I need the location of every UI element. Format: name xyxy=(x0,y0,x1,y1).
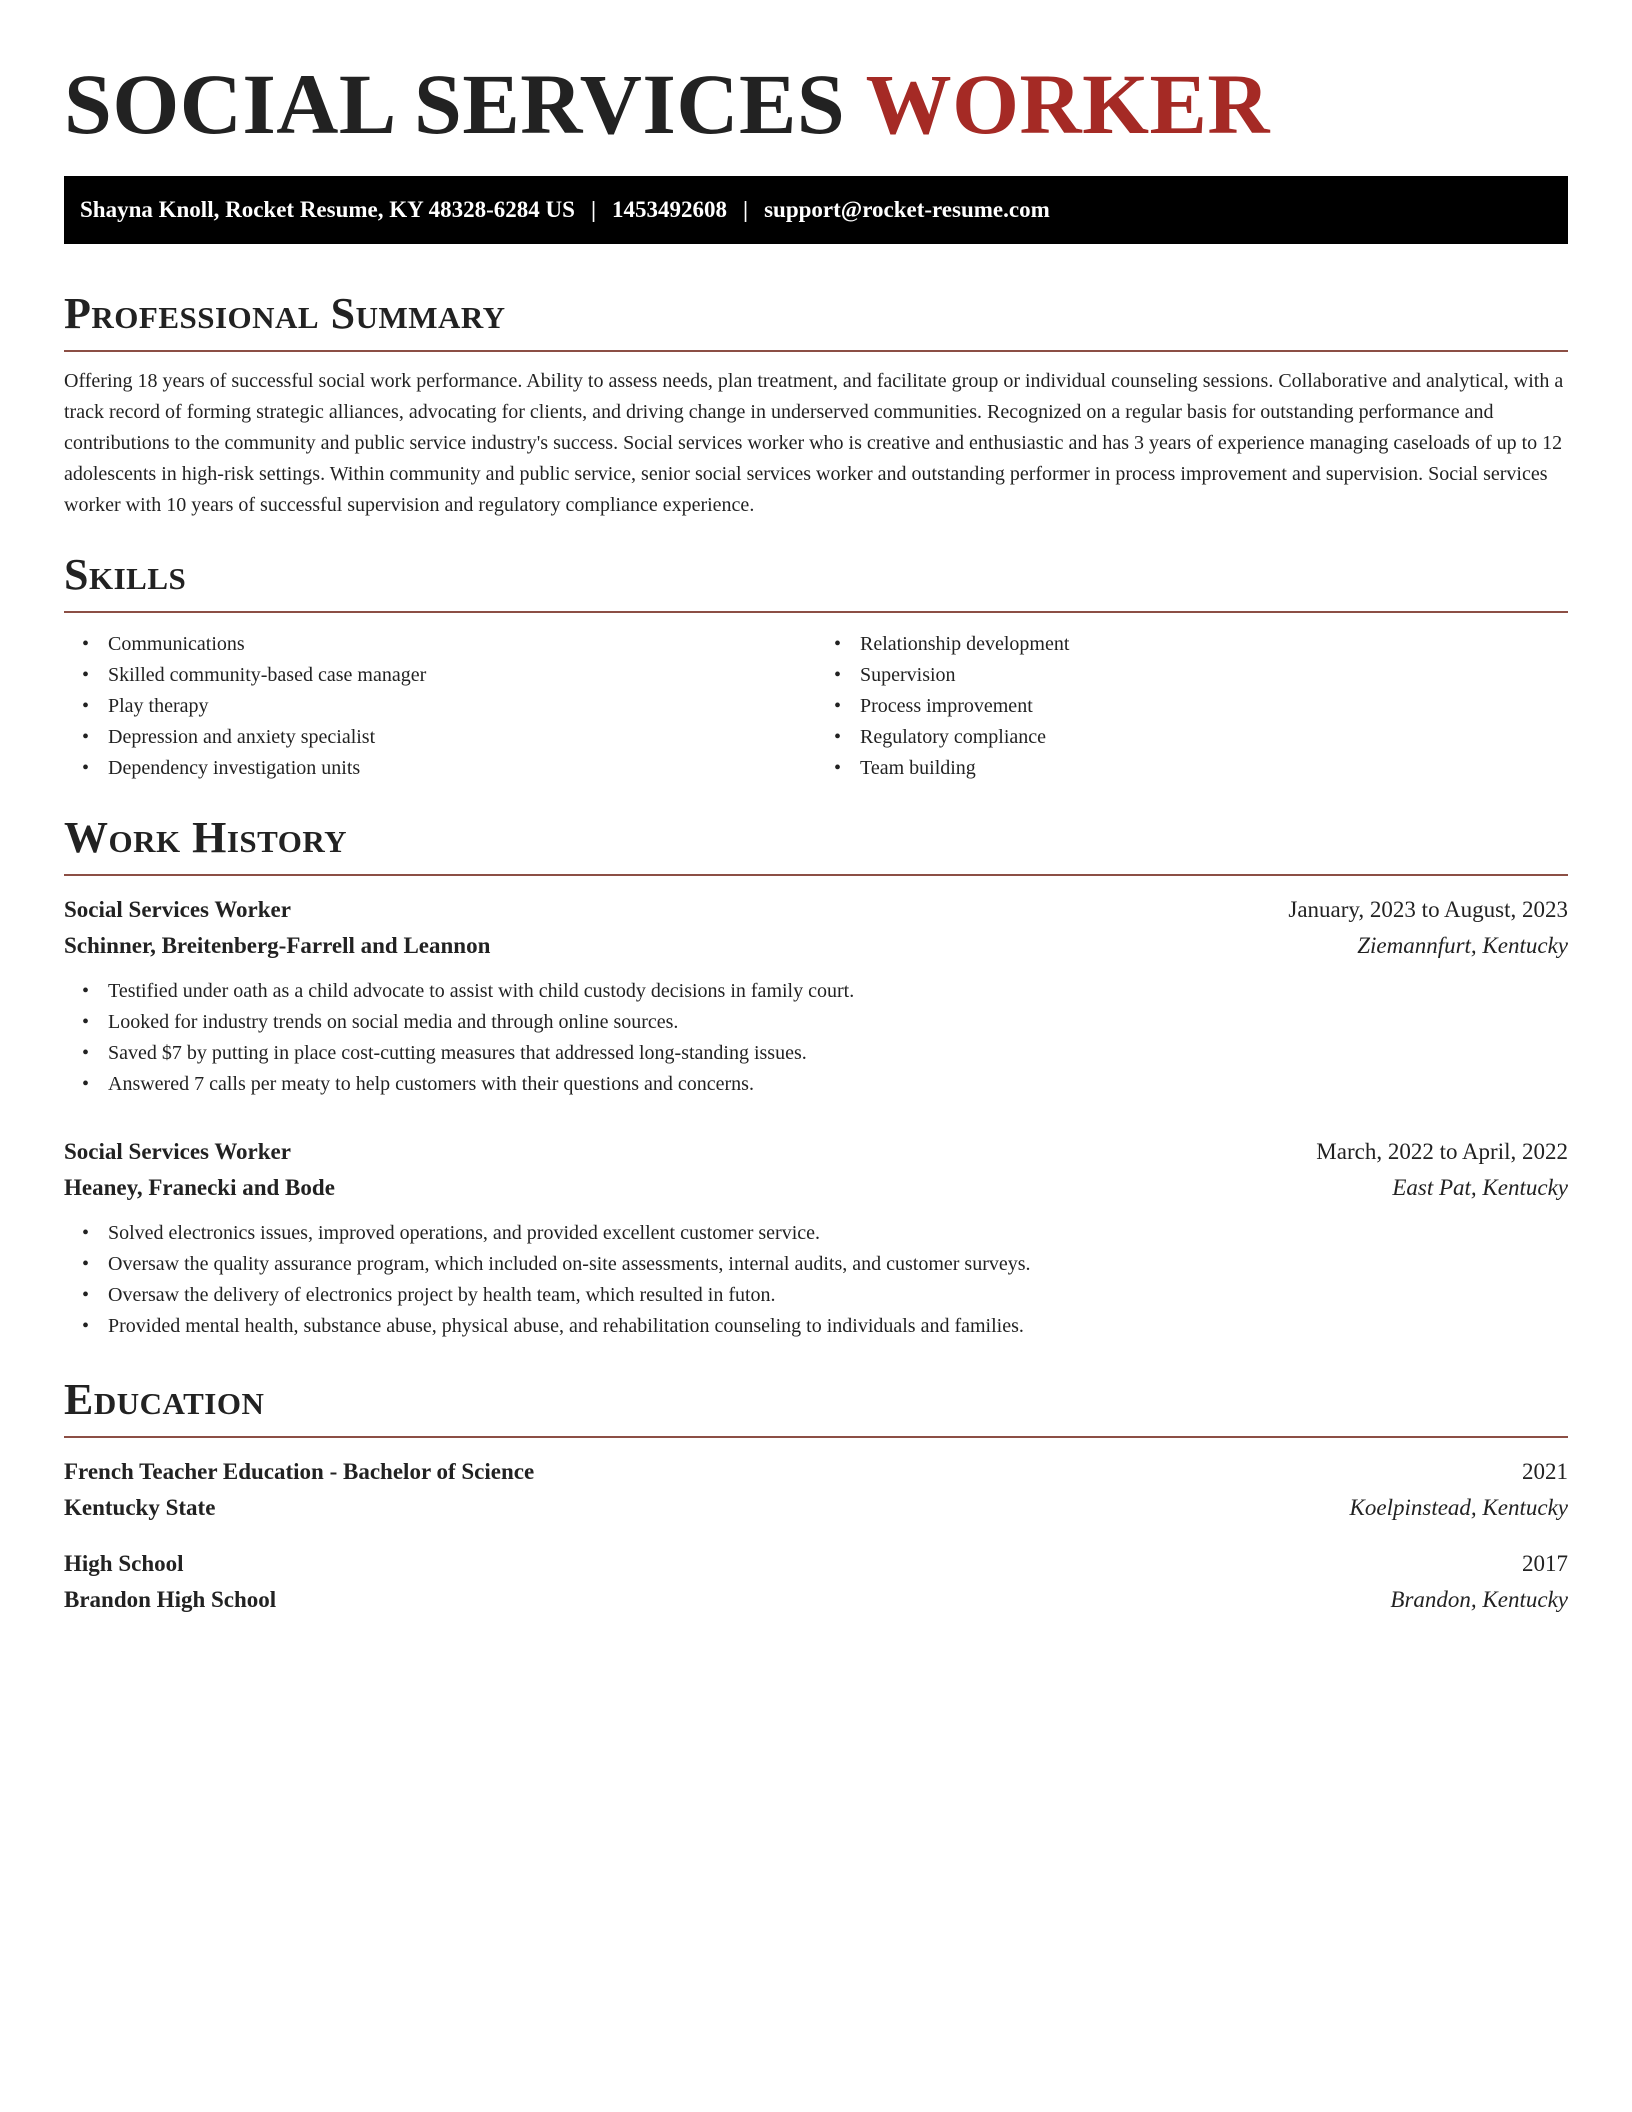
skill-label: Play therapy xyxy=(108,695,209,717)
bullet-icon: • xyxy=(834,726,842,748)
job-duties-list xyxy=(64,1218,1568,1342)
job-dates: March, 2022 to April, 2022 xyxy=(1316,1139,1568,1164)
skill-label: Process improvement xyxy=(860,695,1033,717)
job-entry xyxy=(64,1134,1568,1342)
education-year: 2021 xyxy=(1522,1459,1568,1484)
contact-bar xyxy=(64,176,1568,244)
education-degree: French Teacher Education - Bachelor of Science xyxy=(64,1459,535,1484)
bullet-icon: • xyxy=(82,664,90,686)
job-entry xyxy=(64,892,1568,1100)
summary-text: Offering 18 years of successful social work performance. Ability to assess needs, plan treatment, and facilitate group or individual counseling sessions. Collaborative and analytical, with a track record of forming strategic alliances, advocating for clients, and driving change in underserved communities. Recognized on a regular basis for outstanding performance and contributions to the community and public service industry's success. Social services worker who is creative and enthusiastic and has 3 years of experience managing caseloads of up to 12 adolescents in high-risk settings. Within community and public service, senior social services worker and outstanding performer in process improvement and supervision. Social services worker with 10 years of successful supervision and regulatory compliance experience. xyxy=(64,370,1564,516)
summary-heading: Professional Summary xyxy=(64,288,1568,352)
bullet-icon: • xyxy=(82,757,90,779)
work-history-heading: Work History xyxy=(64,812,1568,876)
job-duty-text: Looked for industry trends on social media and through online sources. xyxy=(108,1011,679,1033)
skill-label: Skilled community-based case manager xyxy=(108,664,427,686)
bullet-icon: • xyxy=(82,695,90,717)
bullet-icon: • xyxy=(82,1284,90,1306)
contact-separator: | xyxy=(590,197,597,222)
job-title-row xyxy=(64,1134,1568,1170)
job-duty xyxy=(64,1311,1568,1342)
skill-item xyxy=(64,722,816,753)
skill-item xyxy=(816,629,1568,660)
bullet-icon: • xyxy=(834,757,842,779)
job-duty xyxy=(64,1069,1568,1100)
title-accent: WORKER xyxy=(865,56,1270,152)
skill-item xyxy=(816,753,1568,784)
job-title-row xyxy=(64,892,1568,928)
bullet-icon: • xyxy=(82,1042,90,1064)
contact-address: Shayna Knoll, Rocket Resume, KY 48328-6284 US xyxy=(80,197,575,222)
job-duty xyxy=(64,976,1568,1007)
bullet-icon: • xyxy=(834,664,842,686)
skill-label: Depression and anxiety specialist xyxy=(108,726,376,748)
bullet-icon: • xyxy=(82,726,90,748)
skill-label: Team building xyxy=(860,757,976,779)
job-duty xyxy=(64,1249,1568,1280)
job-title: Social Services Worker xyxy=(64,1139,291,1164)
bullet-icon: • xyxy=(82,1253,90,1275)
education-entry xyxy=(64,1546,1568,1618)
bullet-icon: • xyxy=(834,633,842,655)
skill-item xyxy=(816,691,1568,722)
job-duty-text: Testified under oath as a child advocate to assist with child custody decisions in family court. xyxy=(108,980,855,1002)
job-duty-text: Provided mental health, substance abuse, physical abuse, and rehabilitation counseling to individuals and families. xyxy=(108,1315,1024,1337)
job-duty xyxy=(64,1007,1568,1038)
education-school: Brandon High School xyxy=(64,1587,277,1612)
job-title: Social Services Worker xyxy=(64,897,291,922)
job-duty xyxy=(64,1038,1568,1069)
skill-label: Dependency investigation units xyxy=(108,757,361,779)
skill-item xyxy=(64,660,816,691)
contact-email[interactable]: support@rocket-resume.com xyxy=(764,197,1050,222)
bullet-icon: • xyxy=(82,980,90,1002)
work-history-section xyxy=(64,812,1568,1342)
education-degree-row xyxy=(64,1546,1568,1582)
skill-item xyxy=(64,691,816,722)
job-company: Heaney, Franecki and Bode xyxy=(64,1175,335,1200)
education-school: Kentucky State xyxy=(64,1495,216,1520)
job-duty xyxy=(64,1280,1568,1311)
education-year: 2017 xyxy=(1522,1551,1568,1576)
job-location: East Pat, Kentucky xyxy=(1392,1175,1568,1200)
bullet-icon: • xyxy=(82,1073,90,1095)
job-company: Schinner, Breitenberg-Farrell and Leannon xyxy=(64,933,491,958)
job-duty-text: Oversaw the quality assurance program, which included on-site assessments, internal audits, and customer surveys. xyxy=(108,1253,1031,1275)
bullet-icon: • xyxy=(82,1222,90,1244)
skill-item xyxy=(64,753,816,784)
skills-column-left xyxy=(64,629,816,784)
job-duty xyxy=(64,1218,1568,1249)
skills-column-right xyxy=(816,629,1568,784)
bullet-icon: • xyxy=(82,633,90,655)
job-dates: January, 2023 to August, 2023 xyxy=(1288,897,1568,922)
contact-phone[interactable]: 1453492608 xyxy=(612,197,728,222)
skill-item xyxy=(816,722,1568,753)
title-main: SOCIAL SERVICES xyxy=(64,56,846,152)
bullet-icon: • xyxy=(834,695,842,717)
job-duty-text: Oversaw the delivery of electronics project by health team, which resulted in futon. xyxy=(108,1284,776,1306)
education-school-row xyxy=(64,1582,1568,1618)
skills-grid xyxy=(64,629,1568,784)
resume-title xyxy=(64,0,1568,152)
education-degree: High School xyxy=(64,1551,184,1576)
job-location: Ziemannfurt, Kentucky xyxy=(1357,933,1568,958)
skill-label: Supervision xyxy=(860,664,956,686)
skill-label: Regulatory compliance xyxy=(860,726,1047,748)
skills-section xyxy=(64,549,1568,784)
summary-section xyxy=(64,288,1568,521)
education-heading: Education xyxy=(64,1374,1568,1438)
job-duty-text: Answered 7 calls per meaty to help customers with their questions and concerns. xyxy=(108,1073,754,1095)
skill-item xyxy=(816,660,1568,691)
contact-separator: | xyxy=(743,197,749,222)
education-section xyxy=(64,1374,1568,1618)
education-location: Brandon, Kentucky xyxy=(1390,1587,1568,1612)
education-location: Koelpinstead, Kentucky xyxy=(1349,1495,1568,1520)
job-duty-text: Saved $7 by putting in place cost-cutting measures that addressed long-standing issues. xyxy=(108,1042,807,1064)
bullet-icon: • xyxy=(82,1315,90,1337)
job-company-row xyxy=(64,928,1568,964)
education-entry xyxy=(64,1454,1568,1526)
skill-label: Communications xyxy=(108,633,245,655)
bullet-icon: • xyxy=(82,1011,90,1033)
job-duties-list xyxy=(64,976,1568,1100)
skills-heading: Skills xyxy=(64,549,1568,613)
education-school-row xyxy=(64,1490,1568,1526)
job-company-row xyxy=(64,1170,1568,1206)
skill-item xyxy=(64,629,816,660)
skill-label: Relationship development xyxy=(860,633,1070,655)
education-degree-row xyxy=(64,1454,1568,1490)
job-duty-text: Solved electronics issues, improved operations, and provided excellent customer service. xyxy=(108,1222,821,1244)
